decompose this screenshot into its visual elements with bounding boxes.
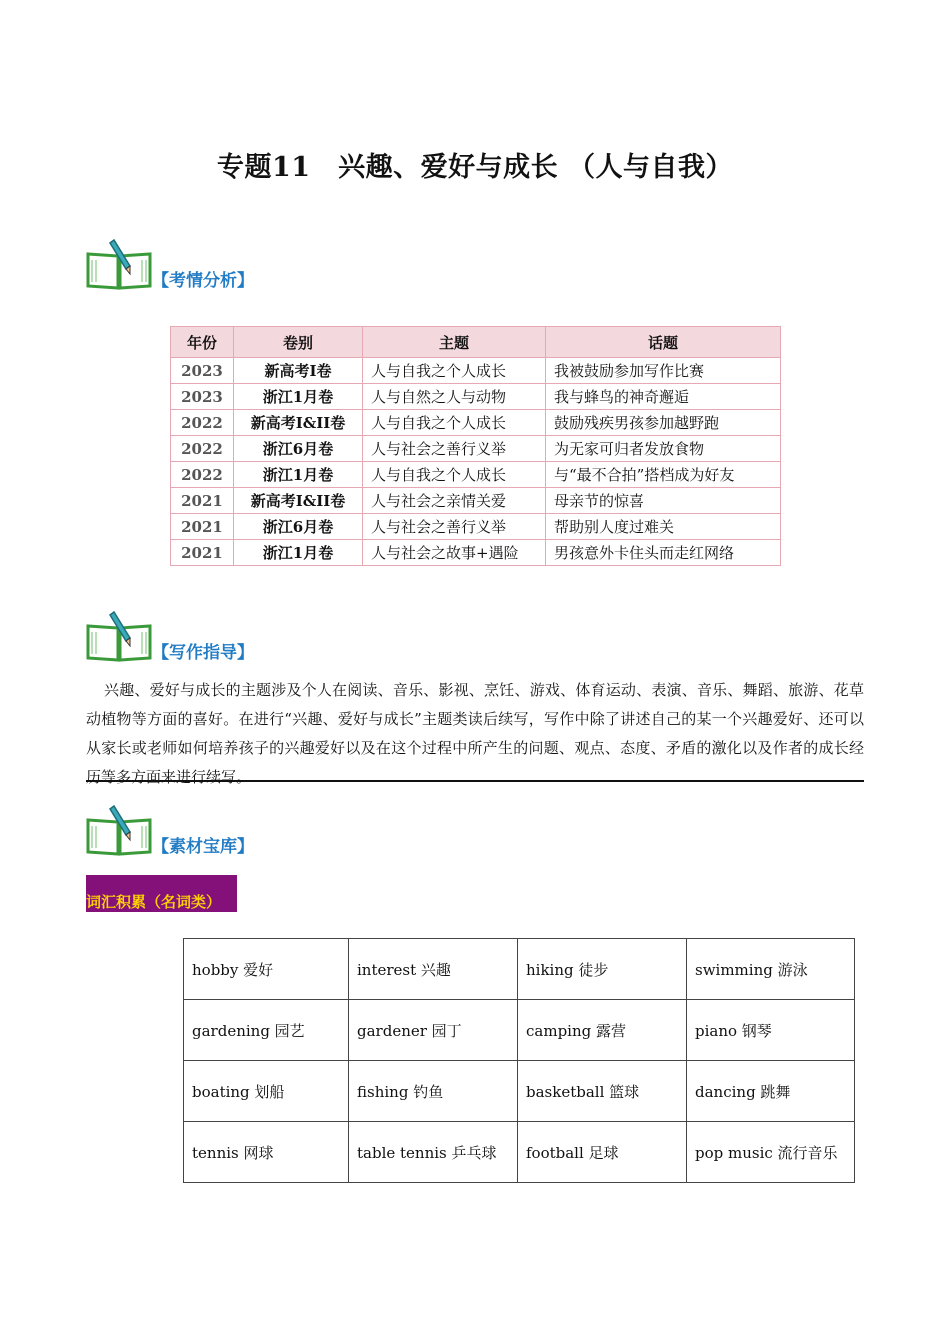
cell-year: 2022 [171, 436, 234, 462]
cell-theme: 人与社会之善行义举 [363, 514, 546, 540]
section-header-guide [86, 608, 486, 668]
cell-paper: 浙江1月卷 [234, 540, 363, 566]
section-label-materials: 【素材宝库】 [152, 837, 254, 857]
vocab-cell: interest 兴趣 [349, 939, 518, 1000]
table-row [184, 1122, 855, 1183]
vocab-cell: tennis 网球 [184, 1122, 349, 1183]
table-row [171, 514, 781, 540]
section-label-guide: 【写作指导】 [152, 643, 254, 663]
exam-analysis-table [170, 326, 781, 566]
section-header-materials [86, 802, 486, 862]
cell-theme: 人与自我之个人成长 [363, 410, 546, 436]
cell-year: 2022 [171, 462, 234, 488]
cell-paper: 新高考I&II卷 [234, 410, 363, 436]
cell-topic: 帮助别人度过难关 [546, 514, 781, 540]
cell-theme: 人与社会之善行义举 [363, 436, 546, 462]
table-row [171, 462, 781, 488]
book-pencil-icon [86, 236, 152, 292]
book-pencil-icon [86, 608, 152, 664]
vocab-cell: football 足球 [518, 1122, 687, 1183]
cell-year: 2021 [171, 514, 234, 540]
cell-paper: 新高考I&II卷 [234, 488, 363, 514]
vocab-cell: swimming 游泳 [687, 939, 855, 1000]
header-paper: 卷别 [234, 327, 363, 358]
header-topic: 话题 [546, 327, 781, 358]
cell-theme: 人与自然之人与动物 [363, 384, 546, 410]
divider [86, 780, 864, 782]
vocab-cell: hiking 徒步 [518, 939, 687, 1000]
cell-year: 2023 [171, 384, 234, 410]
vocab-cell: gardening 园艺 [184, 1000, 349, 1061]
cell-topic: 男孩意外卡住头而走红网络 [546, 540, 781, 566]
vocab-category-tag [86, 875, 237, 912]
cell-topic: 鼓励残疾男孩参加越野跑 [546, 410, 781, 436]
vocab-cell: boating 划船 [184, 1061, 349, 1122]
guide-paragraph: 兴趣、爱好与成长的主题涉及个人在阅读、音乐、影视、烹饪、游戏、体育运动、表演、音乐、舞蹈、旅游、花草动植物等方面的喜好。在进行“兴趣、爱好与成长”主题类读后续写，写作中除了讲述自己的某一个兴趣爱好、还可以从家长或老师如何培养孩子的兴趣爱好以及在这个过程中所产生的问题、观点、态度、矛盾的激化以及作者的成长经历等多方面来进行续写。 [86, 681, 864, 786]
header-theme: 主题 [363, 327, 546, 358]
cell-theme: 人与社会之亲情关爱 [363, 488, 546, 514]
cell-theme: 人与社会之故事+遇险 [363, 540, 546, 566]
cell-paper: 浙江1月卷 [234, 384, 363, 410]
table-row [171, 488, 781, 514]
vocab-cell: gardener 园丁 [349, 1000, 518, 1061]
cell-topic: 为无家可归者发放食物 [546, 436, 781, 462]
vocab-cell: dancing 跳舞 [687, 1061, 855, 1122]
cell-paper: 浙江1月卷 [234, 462, 363, 488]
cell-year: 2021 [171, 540, 234, 566]
section-label-analysis: 【考情分析】 [152, 271, 254, 291]
vocab-cell: basketball 篮球 [518, 1061, 687, 1122]
table-row [184, 1000, 855, 1061]
cell-topic: 我与蜂鸟的神奇邂逅 [546, 384, 781, 410]
table-row [171, 384, 781, 410]
vocab-cell: pop music 流行音乐 [687, 1122, 855, 1183]
table-row [184, 939, 855, 1000]
header-year: 年份 [171, 327, 234, 358]
cell-paper: 新高考I卷 [234, 358, 363, 384]
vocab-cell: fishing 钓鱼 [349, 1061, 518, 1122]
cell-theme: 人与自我之个人成长 [363, 358, 546, 384]
page-title: 专题11 兴趣、爱好与成长 （人与自我） [217, 152, 733, 183]
table-row [171, 410, 781, 436]
cell-paper: 浙江6月卷 [234, 436, 363, 462]
vocab-cell: camping 露营 [518, 1000, 687, 1061]
cell-theme: 人与自我之个人成长 [363, 462, 546, 488]
table-row [171, 436, 781, 462]
cell-year: 2022 [171, 410, 234, 436]
cell-topic: 与“最不合拍”搭档成为好友 [546, 462, 781, 488]
cell-topic: 母亲节的惊喜 [546, 488, 781, 514]
cell-paper: 浙江6月卷 [234, 514, 363, 540]
vocab-cell: hobby 爱好 [184, 939, 349, 1000]
cell-year: 2021 [171, 488, 234, 514]
section-header-analysis [86, 236, 486, 296]
vocab-category-label: 词汇积累（名词类） [86, 893, 222, 911]
vocab-table [183, 938, 855, 1183]
vocab-cell: table tennis 乒乓球 [349, 1122, 518, 1183]
table-row [171, 540, 781, 566]
cell-year: 2023 [171, 358, 234, 384]
cell-topic: 我被鼓励参加写作比赛 [546, 358, 781, 384]
book-pencil-icon [86, 802, 152, 858]
table-row [171, 358, 781, 384]
table-row [184, 1061, 855, 1122]
table-header-row [171, 327, 781, 358]
vocab-cell: piano 钢琴 [687, 1000, 855, 1061]
